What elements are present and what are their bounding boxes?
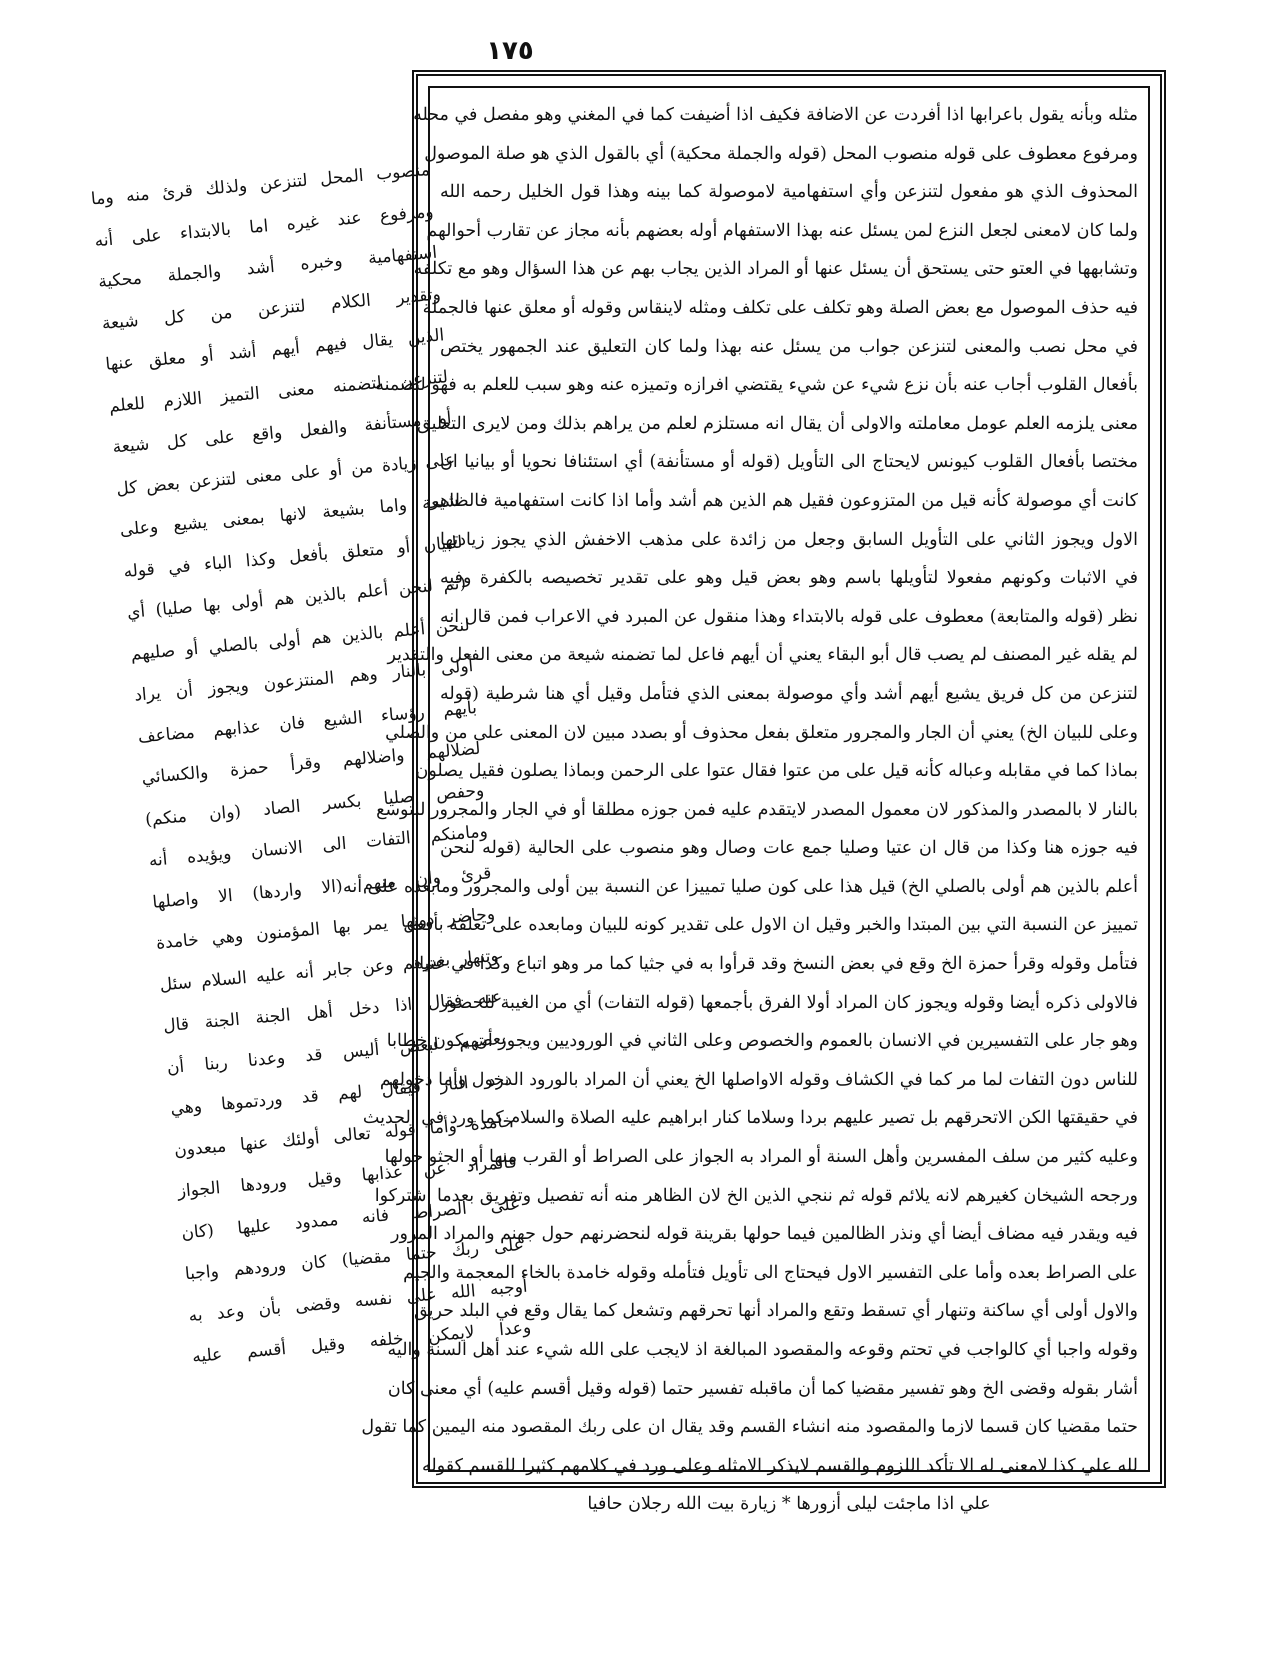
margin-text-line: منصوب المحل لتنزعن ولذلك قرئ منه وما — [90, 159, 431, 210]
main-text-line: علي اذا ماجئت ليلى أزورها * زيارة بيت الله رجلان حافيا — [587, 1494, 991, 1515]
margin-text-line: فالمراد عن عذابها وقيل ورودها الجواز — [176, 1152, 518, 1202]
main-text-line: حتما مقضيا كان قسما لازما والمقصود منه انشاء القسم وقد يقال ان على ربك المقصود منه اليمين كما تقول — [361, 1417, 1138, 1438]
main-text-line: ورجحه الشيخان كغيرهم لانه يلائم قوله ثم ننجي الذين الخ لان الظاهر منه أنه تفصيل وتفريق بعدما اشتركوا — [374, 1185, 1138, 1206]
main-text-line: فالاولى ذكره أيضا وقوله ويجوز كان المراد أولا الفرق بأجمعها (قوله التفات) أي من الغيبة للحضور — [440, 992, 1138, 1013]
main-text-line: في الاثبات وكونهم مفعولا لتأويلها باسم وهو بعض قيل وهو على تقدير تخصيصه بالكفرة وفيه — [440, 568, 1138, 589]
main-text-line: وعليه كثير من سلف المفسرين وأهل السنة أو المراد به الجواز على الصراط أو القرب منها أو الجثو حولها — [384, 1147, 1138, 1168]
margin-text-line: وتنهار بغيرهم وعن جابر أنه عليه السلام سئل — [158, 945, 500, 996]
margin-text-line: على ربك حتما مقضيا) كان ورودهم واجبا — [184, 1234, 525, 1285]
margin-text-line: أولى بالنار وهم المنتزعون ويجوز أن يراد — [133, 656, 475, 706]
margin-text-line: للبيان أو متعلق بأفعل وكذا الباء في قوله — [122, 532, 464, 582]
margin-text-line: على الصراط فانه ممدود عليها (كان — [180, 1193, 522, 1244]
main-text-line: لتنزعن من كل فريق يشيع أيهم أشد وأي موصولة بمعنى الذي فتأمل وقيل أي هنا شرطية (قوله — [440, 683, 1138, 704]
main-text-line: في حقيقتها الكن الاتحرقهم بل تصير عليهم بردا وسلاما كنار ابراهيم عليه الصلاة والسلام كما ورد في الحديث — [362, 1108, 1138, 1129]
main-text-line: وهو جار على التفسيرين في الانسان بالعموم والخصوص وعلى الثاني في الوروديين ويجوز أن يكون خطابا — [386, 1031, 1138, 1052]
main-text-line: لم يقله غير المصنف لم يصب قال أبو البقاء يعني أن أيهم فاعل لما تضمنه شيعة من معنى الفعل والتقدير — [387, 645, 1138, 666]
main-text-line: مثله وبأنه يقول باعرابها اذا أفردت عن الاضافة فكيف اذا أضيفت كما في المغني وهو مفصل في محله — [413, 105, 1138, 125]
main-text-line: فتأمل وقوله وقرأ حمزة الخ وقع في بعض النسخ وقد قرأوا به في جثيا كما مر وهو اتباع وكذا في عتيا — [419, 954, 1138, 975]
margin-text-line: نرد النار فيقال لهم قد وردتموها وهي — [169, 1069, 511, 1120]
margin-text-line: بعضهم لبعض أليس قد وعدنا ربنا أن — [166, 1028, 507, 1078]
main-text-line: وتشابهها في العتو حتى يستحق أن يسئل عنها أو المراد الذين يجاب بهم عن هذا السؤال وهو مع تكلفه — [413, 259, 1138, 280]
margin-text-line: أوجبه الله على نفسه وقضى بأن وعد به — [187, 1276, 529, 1326]
margin-text-line: أو مستأنفة والفعل واقع على كل شيعة — [111, 408, 453, 458]
margin-text-line: وحفص صليا بكسر الصاد (وان منكم) — [144, 780, 485, 830]
main-text-line: أعلم بالذين هم أولى بالصلي الخ) قيل هذا على كون صليا تمييزا عن النسبة بين أولى والمجرور ومابعده على أنه — [342, 876, 1138, 897]
page-number: ١٧٥ — [486, 36, 534, 66]
margin-text-line: على زيادة من أو على معنى لتنزعن بعض كل — [115, 449, 456, 499]
margin-text-line: عنه فقال اذا دخل أهل الجنة الجنة قال — [162, 986, 503, 1037]
main-text-line: بالنار لا بالمصدر والمذكور لان معمول المصدر لايتقدم عليه فمن جوزه مطلقا أو في الجار والمجرور للتوسع — [376, 799, 1138, 820]
main-text-line: لله علي كذا لامعنى له الا تأكد اللزوم والقسم لايذكر الامثله وعلى ورد في كلامهم كثيرا للقسم كقوله — [422, 1455, 1138, 1476]
main-text-line: وعلى للبيان الخ) يعني أن الجار والمجرور متعلق بفعل محذوف أو بصدد مبين لان المعنى على من والصلي — [385, 722, 1138, 743]
main-text-line: ولما كان لامعنى لجعل النزع لمن يسئل عنه بهذا الاستفهام أوله بعضهم بأنه مجاز عن تقارب أحوالهم — [426, 220, 1138, 241]
main-text-line: على الصراط بعده وأما على التفسير الاول فيحتاج الى تأويل فتأمله وقوله خامدة بالخاء المعجمة والجيم — [403, 1262, 1138, 1283]
margin-text-line: ومامنكم التفات الى الانسان ويؤيده أنه — [148, 821, 489, 871]
main-text-line: كانت أي موصولة كأنه قيل من المتزوعون فقيل هم الذين هم أشد وأما اذا كانت استفهامية فالظاهر — [430, 490, 1138, 511]
main-text-line: فيه جوزه هنا وكذا من قال ان عتيا وصليا جمع عات وصال وهو منصوب على الحالية (قوله لنحن — [440, 838, 1138, 859]
main-text-line: تمييز عن النسبة التي بين المبتدا والخبر وقيل ان الاول على تقدير كونه للبيان ومابعده على تعلقه بأفعل — [403, 915, 1138, 936]
margin-text-line: (ثم لنحن أعلم بالذين هم أولى بها صليا) أي — [126, 573, 467, 623]
main-text-line: للناس دون التفات لما مر كما في الكشاف وقوله الاواصلها الخ يعني أن المراد بالورود الدخول وأما دخولهم — [379, 1069, 1138, 1090]
margin-text-line: وعدا لايمكن خلفه وقيل أقسم عليه — [191, 1317, 532, 1368]
main-text-line: أشار بقوله وقضى الخ وهو تفسير مقضيا كما أن ماقبله تفسير حتما (قوله وقيل أقسم عليه) أي معنى كان — [387, 1378, 1138, 1399]
main-text-line: والاول أولى أي ساكنة وتنهار أي تسقط وتقع والمراد أنها تحرقهم وتشعل كما يقال وقع في البلد حريق — [413, 1301, 1138, 1322]
margin-text-line: شيعة واما بشيعة لانها بمعنى يشيع وعلى — [119, 490, 460, 541]
margin-text-line: قرئ وان منهم (الا واردها) الا واصلها — [151, 862, 493, 913]
main-text-line: في محل نصب والمعنى لتنزعن جواب من يسئل عنه بهذا ولما كان التعليق عند الجمهور يختص — [440, 336, 1138, 357]
main-text-line: فيه حذف الموصول مع بعض الصلة وهو تكلف على تكلف ومثله لاينقاس وقوله أو معلق عنها فالجملة — [422, 297, 1138, 318]
main-text-line: الاول ويجوز الثاني على التأويل السابق وجعل من زائدة على مذهب الاخفش الذي يجوز زيادتها — [440, 529, 1138, 550]
main-text-line: بأفعال القلوب أجاب عنه بأن نزع شيء عن شيء يقتضي افرازه وتميزه عنه وهو سبب للعلم به فهو لتضمنه — [375, 375, 1138, 396]
margin-text-line: لنحن أعلم بالذين هم أولى بالصلي أو صليهم — [129, 614, 471, 665]
margin-text-line: لضلالهم واضلالهم وقرأ حمزة والكسائي — [140, 738, 482, 789]
main-text-line: المحذوف الذي هو مفعول لتنزعن وأي استفهامية لاموصولة كما بينه وهذا قول الخليل رحمه الله — [440, 182, 1138, 203]
margin-text-line: خامدة وأما قوله تعالى أولئك عنها مبعدون — [173, 1110, 514, 1161]
main-text-line: فيه ويقدر فيه مضاف أيضا أي ونذر الظالمين فيما حولها بقرينة قوله لنحضرنهم حول جهنم والمراد المرور — [391, 1224, 1138, 1245]
margin-text-line: ومرفوع عند غيره اما بالابتداء على أنه — [93, 201, 435, 251]
main-text-line: بماذا كما في مقابله وعباله كأنه قيل على من عتوا فقال عتوا على الرحمن وبماذا يصلون فقيل يصلون — [415, 761, 1138, 782]
margin-text-line: وتقدير الكلام لتنزعن من كل شيعة — [101, 283, 442, 334]
margin-text-line: الذين يقال فيهم أيهم أشد أو معلق عنها — [104, 325, 446, 375]
margin-text-line: لتنزعن لتضمنه معنى التميز اللازم للعلم — [108, 366, 449, 417]
main-text-line: مختصا بأفعال القلوب كيونس لايحتاج الى التأويل (قوله أو مستأنفة) أي استئنافا نحويا أو بيانيا ان — [440, 452, 1138, 473]
margin-text-line: وحاضر دونها يمر بها المؤمنون وهي خامدة — [155, 904, 496, 954]
margin-text-line: بأيهم رؤساء الشيع فان عذابهم مضاعف — [137, 697, 478, 747]
main-text-line: وقوله واجبا أي كالواجب في تحتم وقوعه والمقصود المبالغة اذ لايجب على الله شيء عند أهل السنة واليه — [387, 1340, 1138, 1360]
main-text-line: معنى يلزمه العلم عومل معاملته والاولى أن يقال انه مستلزم لعلم من يراهم بذلك ومن لايرى التعليق — [417, 413, 1138, 434]
main-text-line: ومرفوع معطوف على قوله منصوب المحل (قوله والجملة محكية) أي بالقول الذي هو صلة الموصول — [424, 143, 1138, 164]
main-text-line: نظر (قوله والمتابعة) معطوف على قوله بالابتداء وهذا منقول عن المبرد في الاعراب فمن قال انه — [440, 606, 1138, 627]
margin-text-line: استفهامية وخبره أشد والجملة محكية — [97, 242, 438, 293]
